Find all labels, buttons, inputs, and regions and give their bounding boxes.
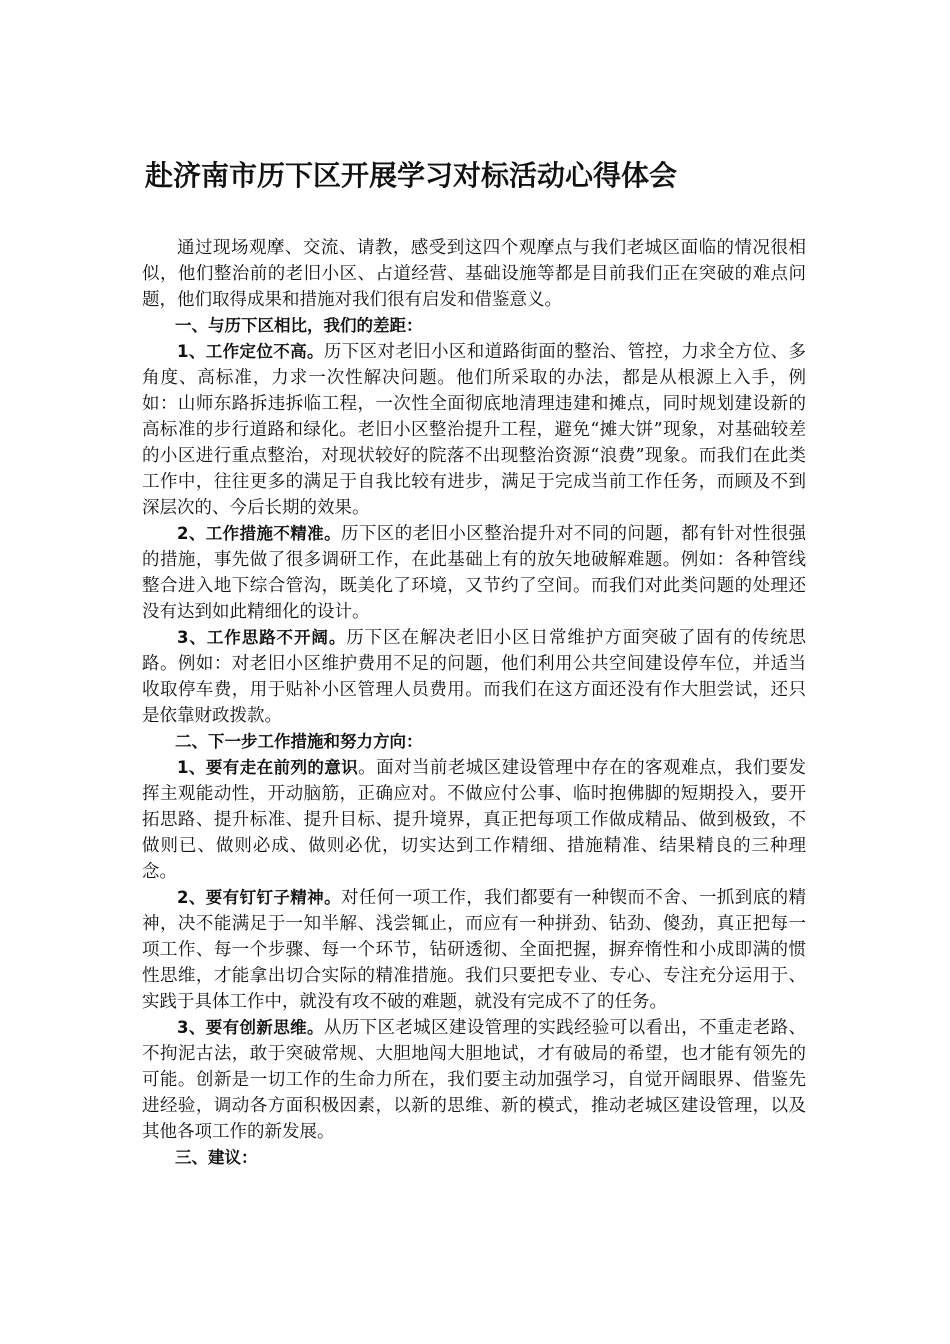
section-heading-3: 三、建议： [175,1148,258,1167]
item-lead: 1、工作定位不高。 [177,342,324,361]
item-text: 从历下区老城区建设管理的实践经验可以看出，不重走老路、不拘泥古法，敢于突破常规、大胆地闯大胆地试，才有破局的希望，也才能有领先的可能。创新是一切工作的生命力所在，我们要主动加强学习，自觉开阔眼界、借鉴先进经验，调动各方面积极因素，以新的思维、新的模式，推动老城区建设管理，以及其他各项工作的新发展。 [142,1018,806,1142]
item-lead: 3、要有创新思维。 [177,1018,324,1037]
section-heading-2: 二、下一步工作措施和努力方向： [175,732,423,751]
page-title: 赴济南市历下区开展学习对标活动心得体会 [145,159,678,192]
intro-paragraph: 通过现场观摩、交流、请教，感受到这四个观摩点与我们老城区面临的情况很相似，他们整治前的老旧小区、占道经营、基础设施等都是目前我们正在突破的难点问题，他们取得成果和措施对我们很有启发和借鉴意义。 [142,238,806,310]
item-text: 历下区的老旧小区整治提升对不同的问题，都有针对性很强的措施，事先做了很多调研工作，在此基础上有的放矢地破解难题。例如：各种管线整合进入地下综合管沟，既美化了环境，又节约了空间。而我们对此类问题的处理还没有达到如此精细化的设计。 [142,524,807,622]
item-lead: 2、工作措施不精准。 [177,524,341,543]
item-text: 历下区对老旧小区和道路街面的整治、管控，力求全方位、多角度、高标准，力求一次性解决问题。他们所采取的办法，都是从根源上入手，例如：山师东路拆违拆临工程，一次性全面彻底地清理违建和摊点，同时规划建设新的高标准的步行道路和绿化。老旧小区整治提升工程，避免“摊大饼”现象，对基础较差的小区进行重点整治，对现状较好的院落不出现整治资源“浪费”现象。而我们在此类工作中，往往更多的满足于自我比较有进步，满足于完成当前工作任务，而顾及不到深层次的、今后长期的效果。 [142,342,806,518]
item-lead: 1、要有走在前列的意识 [177,758,359,777]
section2-item-3 [142,1015,806,1145]
item-lead: 3、工作思路不开阔。 [177,628,347,647]
section2-item-2 [142,885,806,1015]
item-text: 历下区在解决老旧小区日常维护方面突破了固有的传统思路。例如：对老旧小区维护费用不足的问题，他们利用公共空间建设停车位，并适当收取停车费，用于贴补小区管理人员费用。而我们在这方面还没有作大胆尝试，还只是依靠财政拨款。 [142,628,806,726]
document-body [142,235,806,1171]
section-heading-1: 一、与历下区相比，我们的差距： [175,316,423,335]
item-lead: 2、要有钉钉子精神。 [177,888,341,907]
section1-item-2 [142,521,806,625]
section2-item-1 [142,755,806,885]
section1-item-3 [142,625,806,729]
item-text: 对任何一项工作，我们都要有一种锲而不舍、一抓到底的精神，决不能满足于一知半解、浅尝辄止，而应有一种拼劲、钻劲、傻劲，真正把每一项工作、每一个步骤、每一个环节，钻研透彻、全面把握，摒弃惰性和小成即满的惯性思维，才能拿出切合实际的精准措施。我们只要把专业、专心、专注充分运用于、实践于具体工作中，就没有攻不破的难题，就没有完成不了的任务。 [142,888,807,1012]
item-text: 。面对当前老城区建设管理中存在的客观难点，我们要发挥主观能动性，开动脑筋，正确应对。不做应付公事、临时抱佛脚的短期投入，要开拓思路、提升标准、提升目标、提升境界，真正把每项工作做成精品、做到极致，不做则已、做则必成、做则必优，切实达到工作精细、措施精准、结果精良的三种理念。 [142,758,806,882]
section1-item-1 [142,339,806,521]
